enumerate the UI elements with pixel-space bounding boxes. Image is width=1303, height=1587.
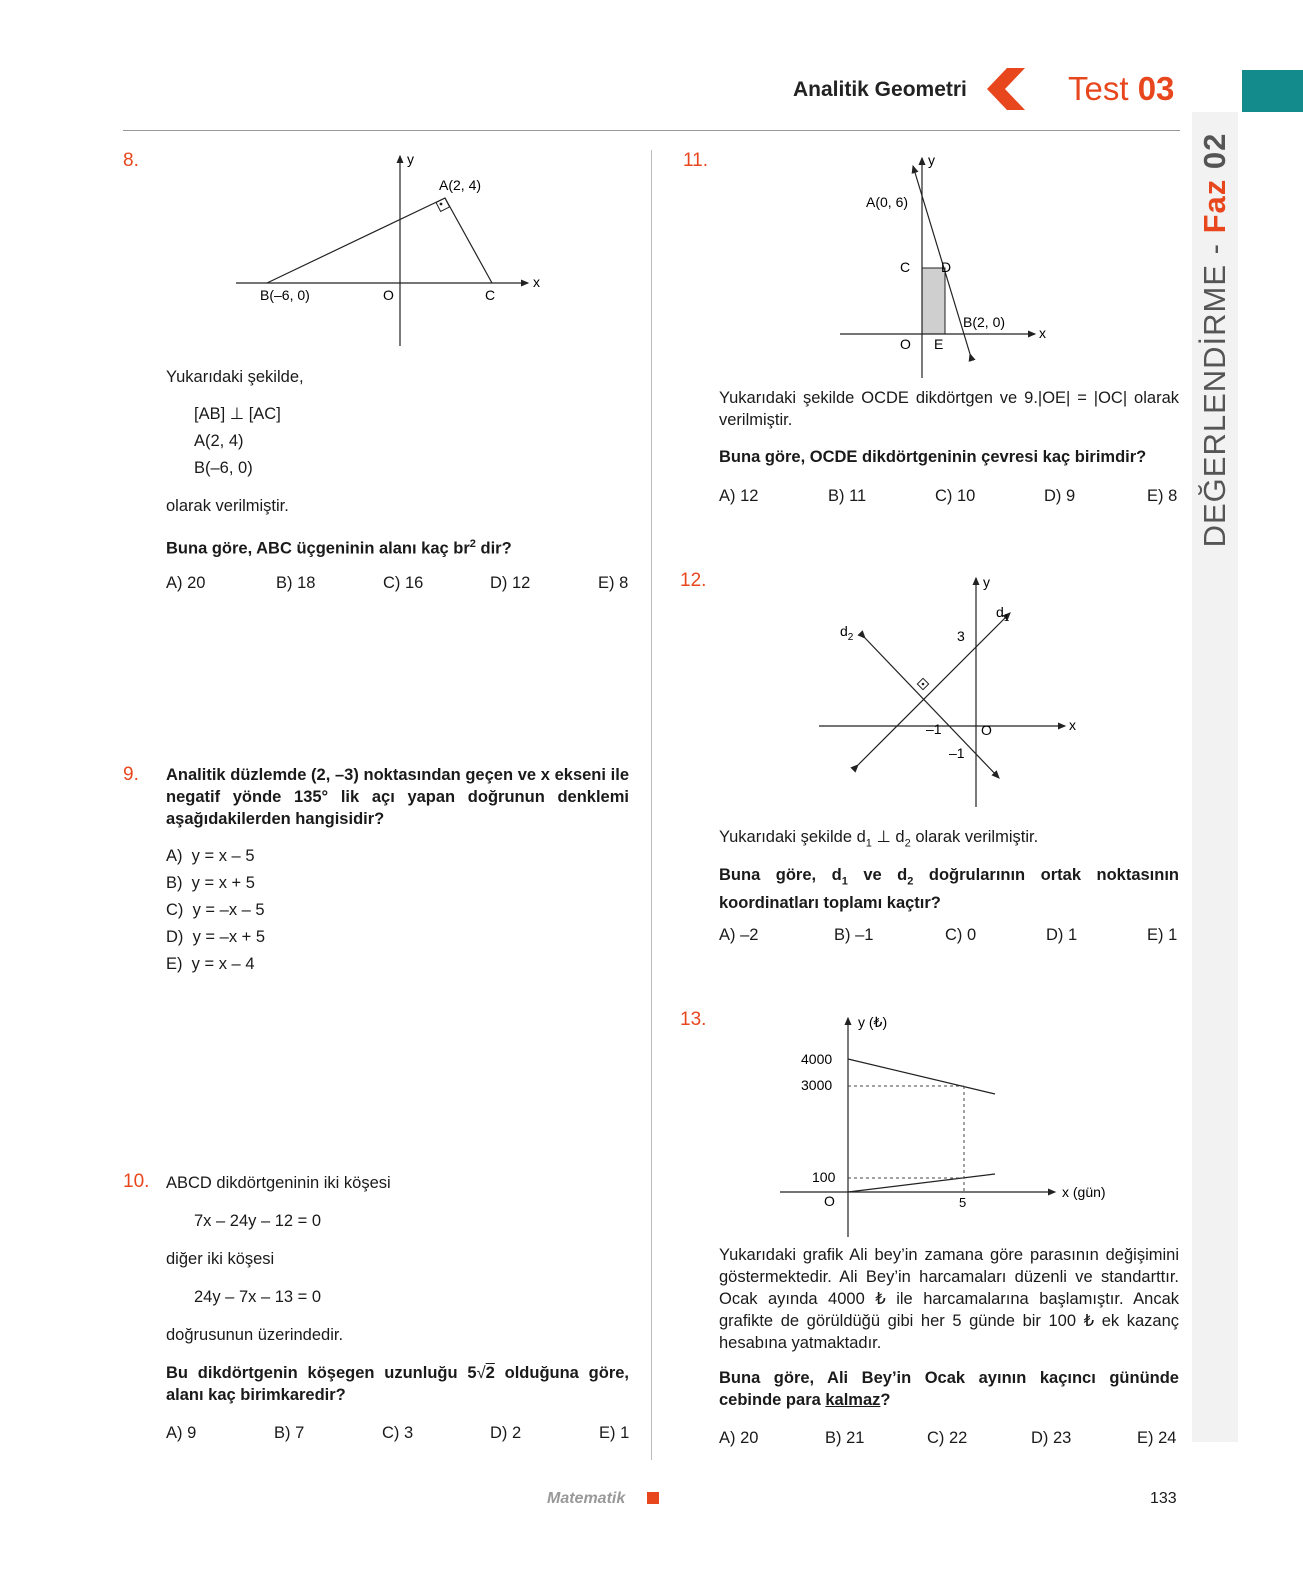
option-letter: E) (166, 955, 183, 973)
tick-label: 100 (812, 1169, 836, 1185)
option-text: y = x – 4 (191, 955, 255, 973)
sidebar-label-main: DEĞERLENDİRME - (1197, 233, 1232, 548)
page-number: 133 (1150, 1490, 1177, 1507)
y-label: y (928, 152, 935, 168)
q12-text-sub: 2 (904, 837, 911, 850)
x-label: x (gün) (1062, 1184, 1106, 1200)
q8-figure (230, 148, 560, 353)
point-e-label: E (934, 336, 944, 352)
answer-option[interactable]: C) 10 (935, 487, 976, 505)
q13-question-text: Buna göre, Ali Bey’in Ocak ayının kaçıncı gününde cebinde para (719, 1369, 1179, 1409)
d1-subscript: 1 (1003, 613, 1010, 624)
d2-subscript: 2 (847, 632, 854, 643)
option-letter: A) (166, 847, 183, 865)
tick-label: 4000 (801, 1051, 833, 1067)
origin-label: O (981, 722, 992, 738)
answer-option[interactable]: A) 12 (719, 487, 759, 505)
answer-option[interactable]: C) 0 (945, 926, 977, 944)
y-label: y (407, 151, 414, 167)
answer-option[interactable]: C) 3 (382, 1424, 414, 1442)
q8-given: [AB] ⊥ [AC] (194, 405, 281, 423)
point-c-label: C (485, 287, 496, 303)
option-text: y = –x + 5 (192, 928, 266, 946)
option-letter: D) (166, 928, 184, 946)
answer-option[interactable]: D) 23 (1031, 1429, 1072, 1447)
answer-option[interactable] (166, 845, 255, 867)
answer-option[interactable]: E) 24 (1137, 1429, 1177, 1447)
q12-question-part: Buna göre, d (719, 866, 842, 884)
tick-label: –1 (926, 721, 942, 737)
point-b-label: B(2, 0) (963, 314, 1006, 330)
answer-option[interactable]: B) –1 (834, 926, 874, 944)
q12-question-sub: 2 (907, 875, 914, 888)
q12-question (719, 864, 1179, 914)
q8-question-text: Buna göre, ABC üçgeninin alanı kaç br (166, 539, 470, 558)
question-number: 12. (680, 570, 707, 591)
answer-option[interactable]: A) 20 (166, 574, 206, 592)
point-a-label: A(2, 4) (439, 177, 482, 193)
q8-intro: Yukarıdaki şekilde, (166, 368, 304, 386)
q12-text-sub: 1 (865, 837, 872, 850)
d2-letter: d (840, 623, 848, 639)
answer-option[interactable]: D) 12 (490, 574, 531, 592)
option-letter: C) (166, 901, 184, 919)
q10-text: ABCD dikdörtgeninin iki köşesi (166, 1174, 391, 1192)
x-label: x (533, 274, 540, 290)
line-d2 (865, 638, 999, 778)
header-divider (123, 130, 1180, 131)
q13-question-tail: ? (880, 1391, 891, 1409)
answer-option[interactable]: B) 21 (825, 1429, 865, 1447)
tick-label: 5 (959, 1195, 967, 1210)
test-label (1068, 70, 1174, 108)
answer-option[interactable]: B) 18 (276, 574, 316, 592)
d1-letter: d (996, 604, 1004, 620)
q10-question-radicand: 2 (485, 1364, 495, 1382)
q12-question-part: ve d (847, 866, 908, 884)
q10-question-text: Bu dikdörtgenin köşegen uzunluğu 5 (166, 1364, 477, 1382)
option-text: y = x + 5 (191, 874, 255, 892)
answer-option[interactable]: A) 20 (719, 1429, 759, 1447)
q12-figure (815, 572, 1090, 812)
q11-figure (840, 148, 1065, 383)
spending-line (848, 1059, 995, 1094)
answer-option[interactable]: D) 2 (490, 1424, 522, 1442)
answer-option[interactable]: A) 9 (166, 1424, 197, 1442)
chevron-left-icon (985, 66, 1027, 112)
q8-question (166, 533, 512, 560)
footer-marker (647, 1492, 659, 1504)
q10-text: diğer iki köşesi (166, 1250, 275, 1268)
answer-option[interactable] (166, 872, 255, 894)
answer-option[interactable]: B) 11 (828, 487, 867, 505)
origin-label: O (824, 1193, 835, 1209)
q12-question-sub: 1 (841, 875, 848, 888)
q12-text-part: olarak verilmiştir. (910, 828, 1039, 846)
triangle-abc (267, 198, 492, 283)
q10-question-tail: olduğuna göre, alanı kaç birimkaredir? (166, 1364, 629, 1404)
question-number: 10. (123, 1171, 150, 1192)
origin-label: O (383, 287, 394, 303)
point-a-label: A(0, 6) (866, 194, 909, 210)
answer-option[interactable]: E) 1 (1147, 926, 1178, 944)
answer-option[interactable] (166, 953, 255, 975)
point-c-label: C (900, 259, 911, 275)
q12-text (719, 826, 1038, 854)
origin-label: O (900, 336, 911, 352)
test-number: 03 (1137, 70, 1175, 107)
q10-equation: 7x – 24y – 12 = 0 (194, 1212, 322, 1230)
answer-option[interactable]: D) 1 (1046, 926, 1078, 944)
option-text: y = –x – 5 (192, 901, 265, 919)
x-label: x (1039, 325, 1046, 341)
y-label: y (983, 574, 990, 590)
answer-option[interactable] (166, 926, 265, 948)
q11-question: Buna göre, OCDE dikdörtgeninin çevresi kaç birimdir? (719, 448, 1147, 466)
option-letter: B) (166, 874, 183, 892)
q9-question: Analitik düzlemde (2, –3) noktasından geçen ve x ekseni ile negatif yönde 135° lik açı yapan doğrunun denklemi aşağıdakilerden hangisidir? (166, 766, 629, 828)
q10-equation: 24y – 7x – 13 = 0 (194, 1288, 322, 1306)
rectangle-ocde (922, 268, 945, 334)
tick-label: 3000 (801, 1077, 833, 1093)
d2-label (840, 623, 854, 643)
q8-question-sup: 2 (469, 538, 476, 550)
q13-question-emphasis: kalmaz (825, 1391, 881, 1409)
question-number: 8. (123, 150, 139, 171)
sidebar-label (1192, 132, 1238, 548)
answer-option[interactable]: C) 22 (927, 1429, 968, 1447)
answer-option[interactable]: B) 7 (274, 1424, 305, 1442)
test-word: Test (1068, 70, 1129, 107)
q13-chart (770, 1010, 1130, 1250)
answer-option[interactable]: E) 8 (598, 574, 629, 592)
q8-given: B(–6, 0) (194, 459, 253, 477)
x-label: x (1069, 717, 1076, 733)
answer-option[interactable]: E) 8 (1147, 487, 1178, 505)
tick-label: 3 (957, 628, 965, 644)
q12-text-part: Yukarıdaki şekilde d (719, 828, 866, 846)
question-number: 9. (123, 764, 139, 785)
answer-option[interactable]: D) 9 (1044, 487, 1076, 505)
q12-question-part: doğrularının ortak noktasının koordinatları toplamı kaçtır? (719, 866, 1180, 913)
q8-question-tail: dir? (475, 539, 512, 558)
q12-text-part: ⊥ d (871, 828, 905, 846)
answer-option[interactable]: C) 16 (383, 574, 424, 592)
answer-option[interactable] (166, 899, 265, 921)
q8-given: A(2, 4) (194, 432, 244, 450)
corner-tab (1242, 70, 1303, 112)
sidebar-label-highlight: Faz (1197, 178, 1232, 234)
q11-text: Yukarıdaki şekilde OCDE dikdörtgen ve 9.|OE| = |OC| olarak verilmiştir. (719, 389, 1179, 429)
answer-option[interactable]: A) –2 (719, 926, 759, 944)
sidebar-label-number: 02 (1197, 132, 1232, 179)
q10-text: doğrusunun üzerindedir. (166, 1326, 344, 1344)
question-number: 11. (683, 150, 709, 171)
q8-stated: olarak verilmiştir. (166, 497, 289, 515)
question-number: 13. (680, 1009, 707, 1030)
q13-question (719, 1367, 1179, 1411)
y-label: y (₺) (858, 1014, 888, 1030)
point-d-label: D (941, 259, 952, 275)
income-line (848, 1174, 995, 1192)
option-text: y = x – 5 (191, 847, 255, 865)
tick-label: –1 (949, 745, 965, 761)
answer-option[interactable]: E) 1 (599, 1424, 630, 1442)
q10-question: Bu dikdörtgenin köşegen uzunluğu 5√2 olduğuna göre, alanı kaç birimkaredir? (166, 1364, 629, 1404)
line-d1 (858, 613, 1010, 765)
point-b-label: B(–6, 0) (260, 287, 310, 303)
footer-subject: Matematik (547, 1490, 626, 1507)
d1-label (996, 604, 1010, 624)
section-title: Analitik Geometri (793, 78, 967, 101)
column-divider (651, 150, 652, 1460)
q13-text: Yukarıdaki grafik Ali bey’in zamana göre parasının değişimini göstermektedir. Ali Bey’in harcamaları düzenli ve standarttır. Ocak ayında 4000 ₺ ile harcamalarına başlamıştır. Ancak grafikte de görüldüğü gibi her 5 günde bir 100 ₺ ek kazanç hesabına yatmaktadır. (719, 1246, 1179, 1352)
